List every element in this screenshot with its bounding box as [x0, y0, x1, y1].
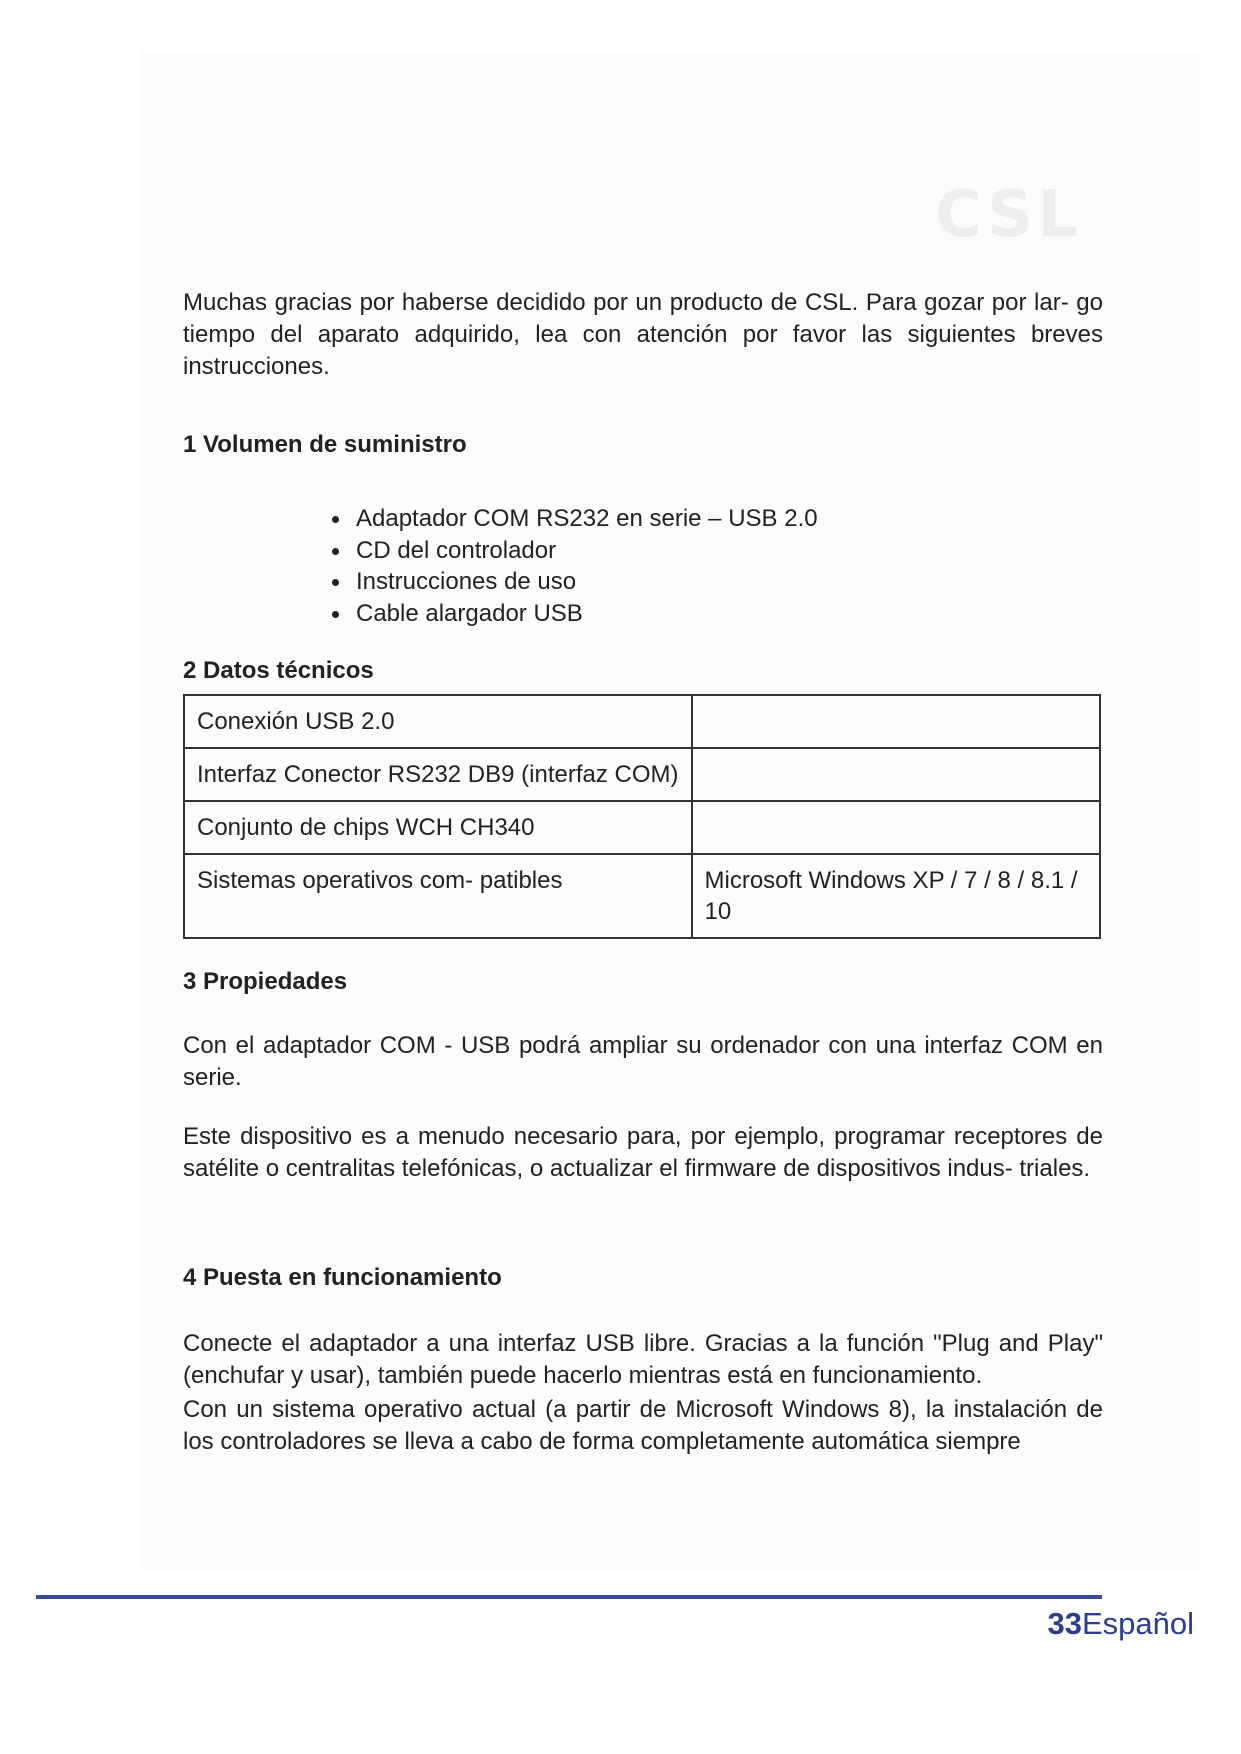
- section4-paragraph-2: Con un sistema operativo actual (a partir de Microsoft Windows 8), la instalación de los controladores se lleva a cabo de forma completamente automática siempre: [183, 1396, 1103, 1455]
- table-row: [184, 854, 1100, 938]
- table-cell-label: Conexión USB 2.0: [184, 695, 692, 748]
- section3-paragraph-2: Este dispositivo es a menudo necesario para, por ejemplo, programar receptores de satélite o centralitas telefónicas, o actualizar el firmware de dispositivos indus- triales.: [183, 1123, 1103, 1182]
- section1-heading: 1 Volumen de suministro: [183, 431, 467, 458]
- intro-paragraph: Muchas gracias por haberse decidido por un producto de CSL. Para gozar por lar- go tiempo del aparato adquirido, lea con atención por favor las siguientes breves instrucciones.: [183, 289, 1103, 380]
- list-item: Instrucciones de uso: [330, 566, 818, 598]
- tech-data-table: [183, 694, 1101, 939]
- page-number: 33: [1047, 1606, 1082, 1641]
- table-row: [184, 695, 1100, 748]
- footer-language: Español: [1081, 1606, 1194, 1641]
- supply-list: [330, 503, 818, 629]
- table-row: [184, 748, 1100, 801]
- table-cell-value: [692, 748, 1100, 801]
- table-cell-value: Microsoft Windows XP / 7 / 8 / 8.1 / 10: [692, 854, 1100, 938]
- section3-paragraph-1: Con el adaptador COM - USB podrá ampliar su ordenador con una interfaz COM en serie.: [183, 1032, 1103, 1091]
- list-item: CD del controlador: [330, 535, 818, 567]
- footer-page-label: [1047, 1606, 1194, 1642]
- table-cell-value: [692, 801, 1100, 854]
- table-cell-label: Sistemas operativos com- patibles: [184, 854, 692, 938]
- csl-logo: CSL: [935, 178, 1083, 252]
- table-cell-label: Interfaz Conector RS232 DB9 (interfaz COM): [184, 748, 692, 801]
- section2-heading: 2 Datos técnicos: [183, 657, 374, 684]
- table-cell-label: Conjunto de chips WCH CH340: [184, 801, 692, 854]
- section4-paragraph-1: Conecte el adaptador a una interfaz USB libre. Gracias a la función "Plug and Play"(enchufar y usar), también puede hacerlo mientras está en funcionamiento.: [183, 1330, 1103, 1389]
- table-row: [184, 801, 1100, 854]
- section3-heading: 3 Propiedades: [183, 968, 348, 995]
- table-cell-value: [692, 695, 1100, 748]
- section4-heading: 4 Puesta en funcionamiento: [183, 1264, 502, 1291]
- footer-rule: [36, 1595, 1102, 1599]
- list-item: Cable alargador USB: [330, 598, 818, 630]
- list-item: Adaptador COM RS232 en serie – USB 2.0: [330, 503, 818, 535]
